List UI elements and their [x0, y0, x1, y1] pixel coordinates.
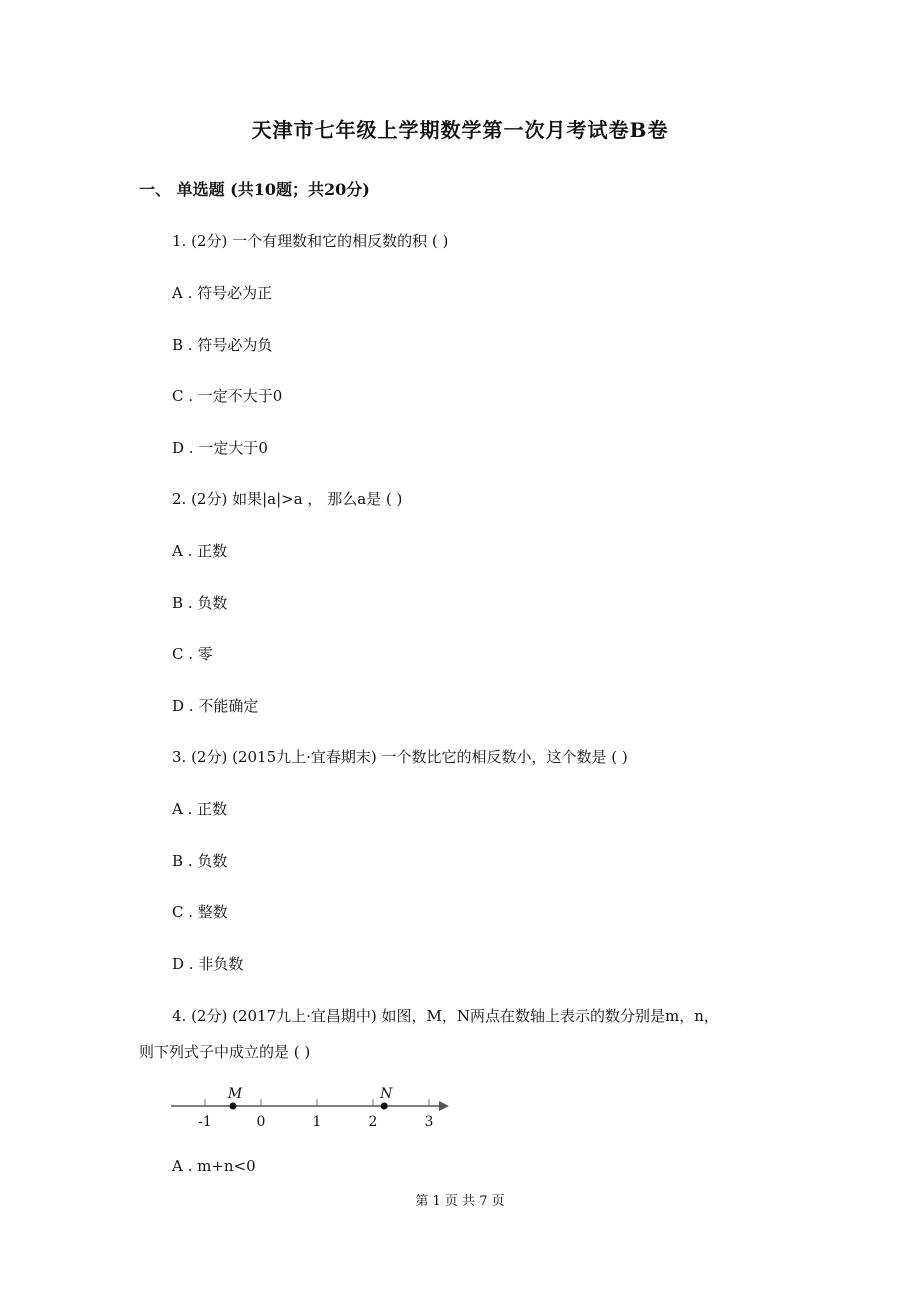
- tick-label: 1: [312, 1114, 322, 1130]
- question-1-stem: 1. (2分) 一个有理数和它的相反数的积 ( ): [172, 232, 449, 250]
- question-3-option-c: C . 整数: [172, 903, 228, 921]
- question-4-stem-line2: 则下列式子中成立的是 ( ): [139, 1043, 311, 1061]
- point-m: [230, 1103, 237, 1110]
- question-2-option-a: A . 正数: [172, 542, 228, 560]
- tick-label: 3: [424, 1114, 434, 1130]
- question-2-stem: 2. (2分) 如果|a|>a ， 那么a是 ( ): [172, 490, 403, 508]
- point-label-m: M: [227, 1086, 243, 1102]
- section-heading: 一、 单选题 (共10题；共20分): [139, 180, 370, 199]
- question-4-option-a: A . m+n<0: [172, 1157, 256, 1175]
- tick-label: -1: [198, 1114, 212, 1130]
- tick-label: 2: [368, 1114, 378, 1130]
- question-2-option-d: D . 不能确定: [172, 697, 259, 715]
- question-1-option-d: D . 一定大于0: [172, 439, 268, 457]
- question-1-option-a: A . 符号必为正: [172, 284, 273, 302]
- page-footer: 第 1 页 共 7 页: [415, 1194, 505, 1209]
- question-4-stem: 4. (2分) (2017九上·宜昌期中) 如图，M，N两点在数轴上表示的数分别是m，n，: [172, 1007, 719, 1025]
- page-title: 天津市七年级上学期数学第一次月考试卷B卷: [251, 118, 669, 142]
- question-1-option-b: B . 符号必为负: [172, 336, 273, 354]
- question-2-option-c: C . 零: [172, 645, 213, 663]
- question-3-option-b: B . 负数: [172, 852, 228, 870]
- point-n: [381, 1103, 388, 1110]
- question-3-option-d: D . 非负数: [172, 955, 244, 973]
- arrow-right-icon: [439, 1101, 449, 1111]
- point-label-n: N: [380, 1086, 393, 1102]
- number-line-figure: [165, 1080, 465, 1132]
- question-2-option-b: B . 负数: [172, 594, 228, 612]
- question-1-option-c: C . 一定不大于0: [172, 387, 283, 405]
- question-3-option-a: A . 正数: [172, 800, 228, 818]
- tick-label: 0: [256, 1114, 266, 1130]
- question-3-stem: 3. (2分) (2015九上·宜春期末) 一个数比它的相反数小，这个数是 ( ): [172, 748, 628, 766]
